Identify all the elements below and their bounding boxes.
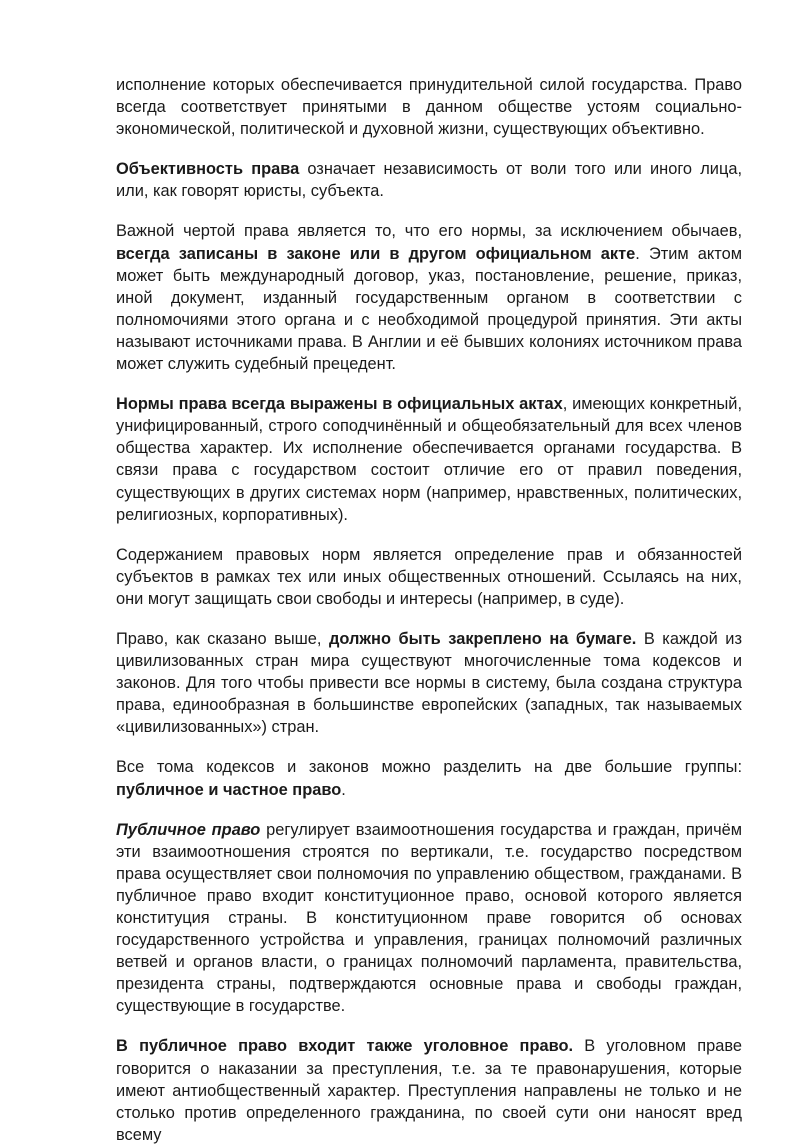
text-run: Все тома кодексов и законов можно разделить на две большие группы: [116,758,742,777]
bold-phrase: В публичное право входит также уголовное право. [116,1037,574,1056]
paragraph [116,74,742,140]
bold-phrase: всегда записаны в законе или в другом официальном акте [116,244,636,263]
paragraph [116,1035,742,1145]
bold-phrase: Нормы права всегда выражены в официальных актах [116,395,563,414]
document-body [116,74,742,1146]
paragraph [116,220,742,375]
text-run: Право, как сказано выше, [116,629,330,648]
paragraph [116,756,742,800]
text-run: Содержанием правовых норм является определение прав и обязанностей субъектов в рамках тех или иных общественных отношений. Ссылаясь на них, они могут защищать свои свободы и интересы (например, в суде). [116,545,742,608]
paragraph [116,628,742,738]
bold-phrase: должно быть закреплено на бумаге. [329,629,637,648]
bold-phrase: публичное и частное право [116,780,342,799]
paragraph [116,544,742,610]
text-run: означает независимость от воли того или иного лица, или, как говорят юристы, субъекта. [116,160,742,201]
text-run: , имеющих конкретный, унифицированный, строго соподчинённый и общеобязательный для всех членов общества характер. Их исполнение обеспечивается органами государства. В связи права с государством состоит отличие его от правил поведения, существующих в других системах норм (например, нравственных, политических, религиозных, корпоративных). [116,395,743,524]
text-run: . Этим актом может быть международный договор, указ, постановление, решение, приказ, иной документ, изданный государственным органом в соответствии с полномочиями этого органа и с необходимой процедурой принятия. Эти акты называют источниками права. В Англии и её бывших колониях источником права может служить судебный прецедент. [116,244,742,374]
text-run: В каждой из цивилизованных стран мира существуют многочисленные тома кодексов и законов. Для того чтобы привести все нормы в систему, была создана структура права, единообразная в большинстве европейских (западных, так называемых «цивилизованных») стран. [116,629,742,737]
paragraph [116,819,742,1018]
paragraph [116,158,742,202]
text-run: Важной чертой права является то, что его нормы, за исключением обычаев, [116,222,742,241]
bold-italic-term: Публичное право [116,820,261,839]
text-run: исполнение которых обеспечивается принудительной силой государства. Право всегда соответствует принятыми в данном обществе устоям социально-экономической, политической и духовной жизни, существующих объективно. [116,76,742,139]
text-run: . [341,780,346,799]
text-run: регулирует взаимоотношения государства и граждан, причём эти взаимоотношения строятся по вертикали, т.е. государство посредством права осуществляет свои полномочия по управлению обществом, гражданами. В публичное право входит конституционное право, основой которого является конституция страны. В конституционном праве говорится об основах государственного устройства и управления, границах полномочий различных ветвей и органов власти, о границах полномочий парламента, правительства, президента страны, подтверждаются основные права и свободы граждан, существующие в государстве. [116,820,742,1016]
paragraph [116,393,742,526]
bold-phrase: Объективность права [116,160,300,179]
text-run: В уголовном праве говорится о наказании за преступления, т.е. за те правонарушения, которые имеют антиобщественный характер. Преступления направлены не только и не столько против определенного гражданина, по своей сути они наносят вред всему [116,1037,742,1144]
